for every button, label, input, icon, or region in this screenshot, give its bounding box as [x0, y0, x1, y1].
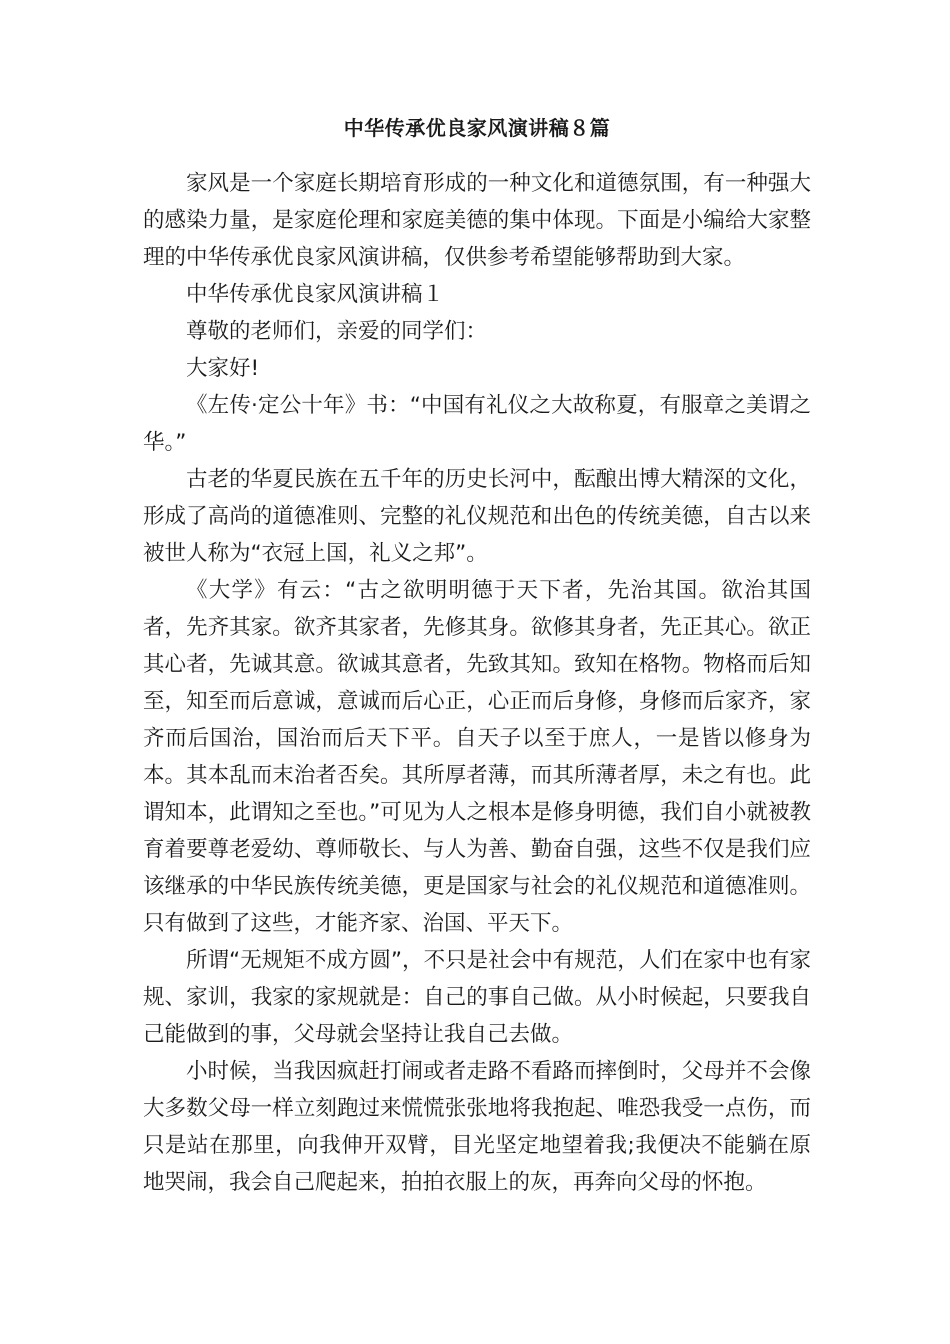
paragraph-zuozhuan-quote: 《左传·定公十年》书：“中国有礼仪之大故称夏，有服章之美谓之华。”: [143, 393, 811, 455]
document-title: 中华传承优良家风演讲稿８篇: [343, 116, 611, 140]
paragraph-huaxia: 古老的华夏民族在五千年的历史长河中，酝酿出博大精深的文化，形成了高尚的道德准则、完整的礼仪规范和出色的传统美德，自古以来被世人称为“衣冠上国，礼义之邦”。: [143, 467, 811, 566]
paragraph-greeting: 大家好!: [186, 356, 260, 381]
document-page: [143, 108, 811, 1201]
paragraph-speech-heading: 中华传承优良家风演讲稿１: [186, 282, 445, 307]
paragraph-family-rules: 所谓“无规矩不成方圆”，不只是社会中有规范，人们在家中也有家规、家训，我家的家规就是：自己的事自己做。从小时候起，只要我自己能做到的事，父母就会坚持让我自己去做。: [143, 948, 811, 1047]
paragraph-salutation: 尊敬的老师们，亲爱的同学们：: [186, 319, 488, 344]
paragraph-intro: 家风是一个家庭长期培育形成的一种文化和道德氛围，有一种强大的感染力量，是家庭伦理和家庭美德的集中体现。下面是小编给大家整理的中华传承优良家风演讲稿，仅供参考希望能够帮助到大家。: [143, 171, 811, 270]
paragraph-daxue-quote: 《大学》有云：“古之欲明明德于天下者，先治其国。欲治其国者，先齐其家。欲齐其家者，先修其身。欲修其身者，先正其心。欲正其心者，先诚其意。欲诚其意者，先致其知。致知在格物。物格而后知至，知至而后意诚，意诚而后心正，心正而后身修，身修而后家齐，家齐而后国治，国治而后天下平。自天子以至于庶人，一是皆以修身为本。其本乱而末治者否矣。其所厚者薄，而其所薄者厚，未之有也。此谓知本，此谓知之至也。”可见为人之根本是修身明德，我们自小就被教育着要尊老爱幼、尊师敬长、与人为善、勤奋自强，这些不仅是我们应该继承的中华民族传统美德，更是国家与社会的礼仪规范和道德准则。只有做到了这些，才能齐家、治国、平天下。: [143, 578, 811, 936]
paragraph-childhood: 小时候，当我因疯赶打闹或者走路不看路而摔倒时，父母并不会像大多数父母一样立刻跑过来慌慌张张地将我抱起、唯恐我受一点伤，而只是站在那里，向我伸开双臂，目光坚定地望着我;我便决不能躺在原地哭闹，我会自己爬起来，拍拍衣服上的灰，再奔向父母的怀抱。: [143, 1059, 811, 1195]
